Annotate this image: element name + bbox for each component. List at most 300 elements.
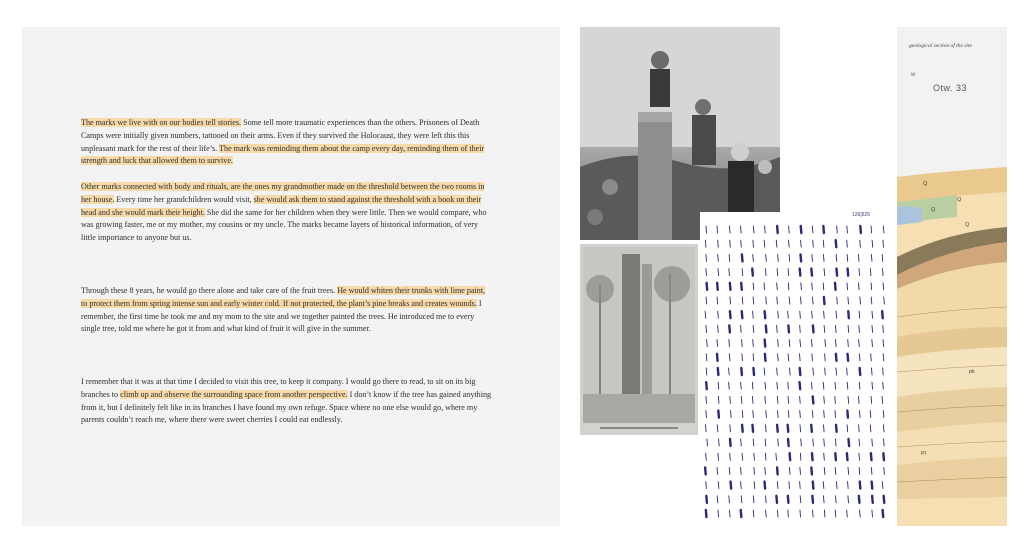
tally-mark (788, 439, 789, 446)
tally-mark (741, 510, 742, 517)
tally-mark (742, 453, 743, 460)
tally-mark (847, 510, 848, 517)
tally-mark (718, 411, 719, 418)
tally-mark (800, 368, 801, 375)
body-text: Some tell more traumatic experiences than the others. Prisoners of Death Camps were initially given numbers, tattooed on their arms. Even if they survived the Holocaust, they were left this this unpleasant mark for the rest of their life’s. (81, 118, 480, 153)
tally-mark (706, 254, 707, 261)
tally-mark (800, 496, 801, 503)
tally-mark (790, 453, 791, 460)
tally-mark (730, 425, 731, 432)
tally-mark (824, 453, 825, 460)
tally-mark (884, 297, 885, 304)
tally-mark (788, 425, 789, 432)
tally-mark (848, 396, 849, 403)
tally-mark (776, 496, 777, 503)
tally-mark (765, 425, 766, 432)
tally-mark (860, 297, 861, 304)
tally-mark (753, 368, 754, 375)
tally-mark (742, 297, 743, 304)
tally-mark (753, 240, 754, 247)
tally-mark (717, 467, 718, 474)
tally-mark (729, 254, 730, 261)
tally-mark (825, 354, 826, 361)
tally-mark (835, 396, 836, 403)
tally-mark (718, 240, 719, 247)
tally-mark (847, 368, 848, 375)
tally-mark (800, 411, 801, 418)
tally-mark (883, 325, 884, 332)
highlighted-text: she would ask them to stand against the threshold with a book on their head and she would mark their height. (81, 194, 482, 217)
tally-mark (764, 368, 765, 375)
tally-mark (706, 482, 707, 489)
tally-mark (812, 411, 813, 418)
tally-mark (871, 254, 872, 261)
tally-mark (836, 425, 837, 432)
tally-mark (883, 453, 884, 460)
tally-mark (859, 496, 860, 503)
tally-mark (754, 482, 755, 489)
tally-mark (801, 254, 802, 261)
tally-mark (776, 453, 777, 460)
tally-mark (742, 269, 743, 276)
tally-mark (824, 311, 825, 318)
tally-mark (800, 269, 801, 276)
tally-mark (859, 311, 860, 318)
tally-mark (884, 496, 885, 503)
tally-mark (706, 297, 707, 304)
tally-mark (823, 482, 824, 489)
tally-mark (823, 382, 824, 389)
tally-mark (765, 396, 766, 403)
tally-mark (882, 269, 883, 276)
tally-mark (812, 297, 813, 304)
tally-mark (765, 453, 766, 460)
tally-mark (847, 453, 848, 460)
tally-mark (824, 467, 825, 474)
tally-mark (825, 368, 826, 375)
paragraph-1 (81, 117, 493, 168)
tally-mark (753, 311, 754, 318)
tally-mark (836, 269, 837, 276)
tally-mark (778, 439, 779, 446)
tally-mark (859, 382, 860, 389)
tally-mark (753, 439, 754, 446)
tally-mark (706, 269, 707, 276)
tally-mark (741, 396, 742, 403)
tally-mark (835, 382, 836, 389)
tally-mark (812, 496, 813, 503)
paragraph-3 (81, 285, 493, 336)
tally-mark (742, 354, 743, 361)
tally-mark (788, 510, 789, 517)
tally-mark (777, 425, 778, 432)
tally-mark (718, 269, 719, 276)
tally-mark (753, 297, 754, 304)
tally-mark (777, 226, 778, 233)
tally-mark (706, 396, 707, 403)
tally-mark (884, 439, 885, 446)
tally-mark (718, 396, 719, 403)
tally-mark (729, 269, 730, 276)
tally-mark (859, 354, 860, 361)
tally-mark (705, 311, 706, 318)
tally-mark (836, 496, 837, 503)
tally-mark (883, 411, 884, 418)
tally-mark (766, 510, 767, 517)
tally-mark (871, 467, 872, 474)
tally-mark (741, 482, 742, 489)
tally-mark (741, 439, 742, 446)
tally-mark (872, 510, 873, 517)
tally-mark (883, 340, 884, 347)
tally-mark (847, 226, 848, 233)
tally-mark (847, 425, 848, 432)
highlighted-text: Other marks connected with body and rituals, are the ones my grandmother made on the threshold between the two rooms in her house. (81, 182, 485, 204)
tally-mark (801, 226, 802, 233)
tally-mark (824, 325, 825, 332)
tally-mark (729, 340, 730, 347)
tally-mark (729, 325, 730, 332)
tally-mark (730, 240, 731, 247)
tally-mark (813, 325, 814, 332)
tally-mark (788, 311, 789, 318)
tally-mark (848, 496, 849, 503)
tally-mark (836, 311, 837, 318)
tally-mark (718, 325, 719, 332)
tally-mark (871, 226, 872, 233)
tally-mark (800, 453, 801, 460)
tally-mark (788, 396, 789, 403)
tally-mark (730, 453, 731, 460)
tally-mark (872, 340, 873, 347)
tally-mark (848, 311, 849, 318)
tally-mark (766, 411, 767, 418)
tally-mark (859, 467, 860, 474)
tally-mark (742, 425, 743, 432)
tally-mark (706, 368, 707, 375)
tally-mark (859, 439, 860, 446)
tally-mark (718, 254, 719, 261)
tally-mark (788, 269, 789, 276)
tally-mark (706, 496, 707, 503)
tally-mark (847, 382, 848, 389)
tally-mark (813, 368, 814, 375)
tally-mark (789, 467, 790, 474)
tally-mark (858, 254, 859, 261)
tally-mark (872, 382, 873, 389)
tally-mark (847, 240, 848, 247)
tally-mark (752, 382, 753, 389)
tally-mark (800, 482, 801, 489)
tally-mark (871, 453, 872, 460)
tally-mark (754, 453, 755, 460)
tally-mark (777, 382, 778, 389)
highlighted-text: climb up and observe the surrounding space from another perspective. (120, 389, 348, 399)
tally-mark (824, 269, 825, 276)
tally-mark (707, 439, 708, 446)
tally-mark (859, 340, 860, 347)
tally-mark (883, 510, 884, 517)
tally-mark (883, 425, 884, 432)
tally-mark (729, 368, 730, 375)
tally-mark (883, 382, 884, 389)
tally-mark (706, 453, 707, 460)
tally-mark (836, 354, 837, 361)
tally-mark (765, 340, 766, 347)
tally-mark (811, 382, 812, 389)
tally-marks (700, 212, 896, 520)
tally-mark (777, 510, 778, 517)
body-text: I don’t know if the tree has gained anything from it, but I definitely felt like in its branches I have found my own refuge. Space where no one else would go, where my parents couldn’t reach me, where there were sweet cherries I could eat endlessly. (81, 389, 492, 425)
tally-mark (777, 269, 778, 276)
tally-mark (765, 311, 766, 318)
tally-mark (825, 340, 826, 347)
tally-mark (765, 439, 766, 446)
tally-mark (789, 226, 790, 233)
tally-mark (883, 226, 884, 233)
tally-mark (741, 368, 742, 375)
tally-mark (719, 439, 720, 446)
tally-mark (766, 325, 767, 332)
tally-mark (882, 254, 883, 261)
tally-mark (871, 396, 872, 403)
tally-mark (800, 425, 801, 432)
tally-mark (730, 311, 731, 318)
tally-mark (731, 482, 732, 489)
tally-mark (870, 425, 871, 432)
paragraph-2 (81, 181, 493, 245)
tally-mark (752, 425, 753, 432)
tally-mark (823, 496, 824, 503)
tally-mark (789, 297, 790, 304)
tally-mark (718, 311, 719, 318)
tally-mark (860, 240, 861, 247)
geo-side-letter: w (911, 72, 916, 78)
tally-mark (717, 297, 718, 304)
tally-mark (718, 368, 719, 375)
tally-mark (823, 240, 824, 247)
tally-mark (872, 240, 873, 247)
tally-mark (741, 283, 742, 290)
tally-mark (835, 340, 836, 347)
tally-mark (872, 325, 873, 332)
body-text: Through these 8 years, he would go there alone and take care of the fruit trees. (81, 286, 338, 295)
tally-mark (813, 240, 814, 247)
tally-mark (741, 226, 742, 233)
tally-mark (753, 340, 754, 347)
tally-mark (824, 396, 825, 403)
tally-mark (729, 382, 730, 389)
tally-mark (729, 354, 730, 361)
tally-mark (800, 325, 801, 332)
tally-mark (788, 411, 789, 418)
tally-mark (788, 382, 789, 389)
tally-mark (717, 226, 718, 233)
geological-strata-drawing (897, 27, 1007, 526)
tally-mark (812, 311, 813, 318)
tally-mark (800, 354, 801, 361)
tally-mark (766, 254, 767, 261)
tally-mark (884, 467, 885, 474)
tally-mark (858, 283, 859, 290)
tally-mark (835, 283, 836, 290)
tally-mark (812, 453, 813, 460)
tally-mark (859, 325, 860, 332)
tally-mark (766, 297, 767, 304)
tally-mark (824, 510, 825, 517)
geo-caption: geological section of the site (909, 43, 972, 49)
tally-mark (871, 283, 872, 290)
tally-mark (800, 297, 801, 304)
geo-label-pk: pk (969, 369, 975, 375)
tally-mark (812, 354, 813, 361)
tally-mark (837, 297, 838, 304)
tally-mark (811, 340, 812, 347)
tally-mark (801, 439, 802, 446)
tally-mark (813, 482, 814, 489)
tally-mark (848, 482, 849, 489)
tally-mark (823, 226, 824, 233)
tally-mark (765, 382, 766, 389)
tally-marks-sheet (700, 212, 896, 520)
tally-mark (836, 240, 837, 247)
tally-mark (801, 240, 802, 247)
tally-mark (811, 425, 812, 432)
tally-mark (848, 325, 849, 332)
tally-mark (882, 482, 883, 489)
tally-mark (741, 382, 742, 389)
tally-mark (730, 439, 731, 446)
tally-mark (789, 482, 790, 489)
geo-label-q1: Q (923, 181, 928, 187)
tally-mark (777, 325, 778, 332)
tally-mark (835, 411, 836, 418)
tally-mark (790, 368, 791, 375)
tally-mark (812, 283, 813, 290)
tally-mark (753, 254, 754, 261)
tally-mark (717, 340, 718, 347)
highlighted-text: The marks we live with on our bodies tell stories. (81, 118, 242, 127)
tally-mark (800, 311, 801, 318)
tally-mark (753, 510, 754, 517)
tally-mark (706, 226, 707, 233)
tally-mark (836, 368, 837, 375)
tally-mark (742, 411, 743, 418)
tally-mark (706, 411, 707, 418)
tally-mark (812, 510, 813, 517)
tally-mark (871, 297, 872, 304)
tally-mark (742, 340, 743, 347)
tally-mark (729, 467, 730, 474)
tally-mark (718, 510, 719, 517)
body-text: I remember that it was at that time I decided to visit this tree, to keep it company. I would go there to read, to sit on its big branches to (81, 377, 476, 399)
tally-mark (859, 411, 860, 418)
tally-mark (870, 411, 871, 418)
geo-label-pl: Pl (921, 451, 926, 457)
tally-mark (789, 340, 790, 347)
tally-mark (801, 283, 802, 290)
tally-mark (789, 254, 790, 261)
tally-mark (705, 467, 706, 474)
tally-mark (848, 269, 849, 276)
tally-mark (741, 496, 742, 503)
tally-mark (788, 325, 789, 332)
geo-heading: Otw. 33 (933, 83, 968, 93)
tally-mark (729, 496, 730, 503)
body-text: Every time her grandchildren would visit, (114, 194, 254, 204)
archival-photo-children (580, 27, 780, 240)
tally-mark (824, 297, 825, 304)
tally-mark (753, 496, 754, 503)
tally-mark (788, 496, 789, 503)
tally-mark (778, 354, 779, 361)
tally-mark (883, 283, 884, 290)
tally-mark (777, 396, 778, 403)
tally-mark (766, 496, 767, 503)
tally-mark (823, 425, 824, 432)
tally-mark (718, 482, 719, 489)
tally-mark (742, 254, 743, 261)
tally-mark (859, 269, 860, 276)
tally-mark (765, 269, 766, 276)
tally-mark (847, 283, 848, 290)
tally-mark (705, 425, 706, 432)
tally-mark (883, 240, 884, 247)
tally-mark (848, 297, 849, 304)
tally-mark (824, 439, 825, 446)
tally-mark (870, 269, 871, 276)
tally-mark (706, 325, 707, 332)
tally-mark (788, 354, 789, 361)
tally-mark (741, 240, 742, 247)
tally-mark (753, 226, 754, 233)
tally-mark (717, 496, 718, 503)
tally-mark (872, 311, 873, 318)
tally-mark (764, 240, 765, 247)
tally-mark (883, 354, 884, 361)
tally-mark (777, 368, 778, 375)
tally-mark (812, 254, 813, 261)
highlighted-text: He would whiten their trunks with lime paint, to protect them from spring intense sun and early winter cold. If not protected, the plant’s pine breaks and creates wounds. (81, 286, 486, 308)
tally-mark (741, 325, 742, 332)
tally-mark (777, 297, 778, 304)
tally-mark (848, 467, 849, 474)
tally-mark (730, 297, 731, 304)
tally-mark (883, 368, 884, 375)
geo-label-q4: Q (965, 222, 970, 228)
tally-mark (705, 240, 706, 247)
tally-mark (872, 439, 873, 446)
tally-mark (835, 439, 836, 446)
tally-mark (858, 396, 859, 403)
tally-mark (707, 283, 708, 290)
tally-mark (706, 382, 707, 389)
tally-mark (835, 453, 836, 460)
tally-mark (835, 510, 836, 517)
tally-mark (754, 467, 755, 474)
geological-section-page (897, 27, 1007, 526)
tally-mark (777, 482, 778, 489)
tally-mark (753, 354, 754, 361)
tally-mark (860, 482, 861, 489)
tally-mark (764, 283, 765, 290)
tally-mark (789, 240, 790, 247)
tally-mark (812, 226, 813, 233)
tally-mark (836, 482, 837, 489)
tally-mark (848, 340, 849, 347)
body-text: I remember, the first time he took me and my mom to the site and we together painted the trees. He introduced me to every single tree, told me where he got it from and what kind of fruit it will give in the summer. (81, 298, 482, 334)
highlighted-text: The mark was reminding them about the camp every day, reminding them of their strength and luck that allowed them to survive. (81, 143, 485, 166)
